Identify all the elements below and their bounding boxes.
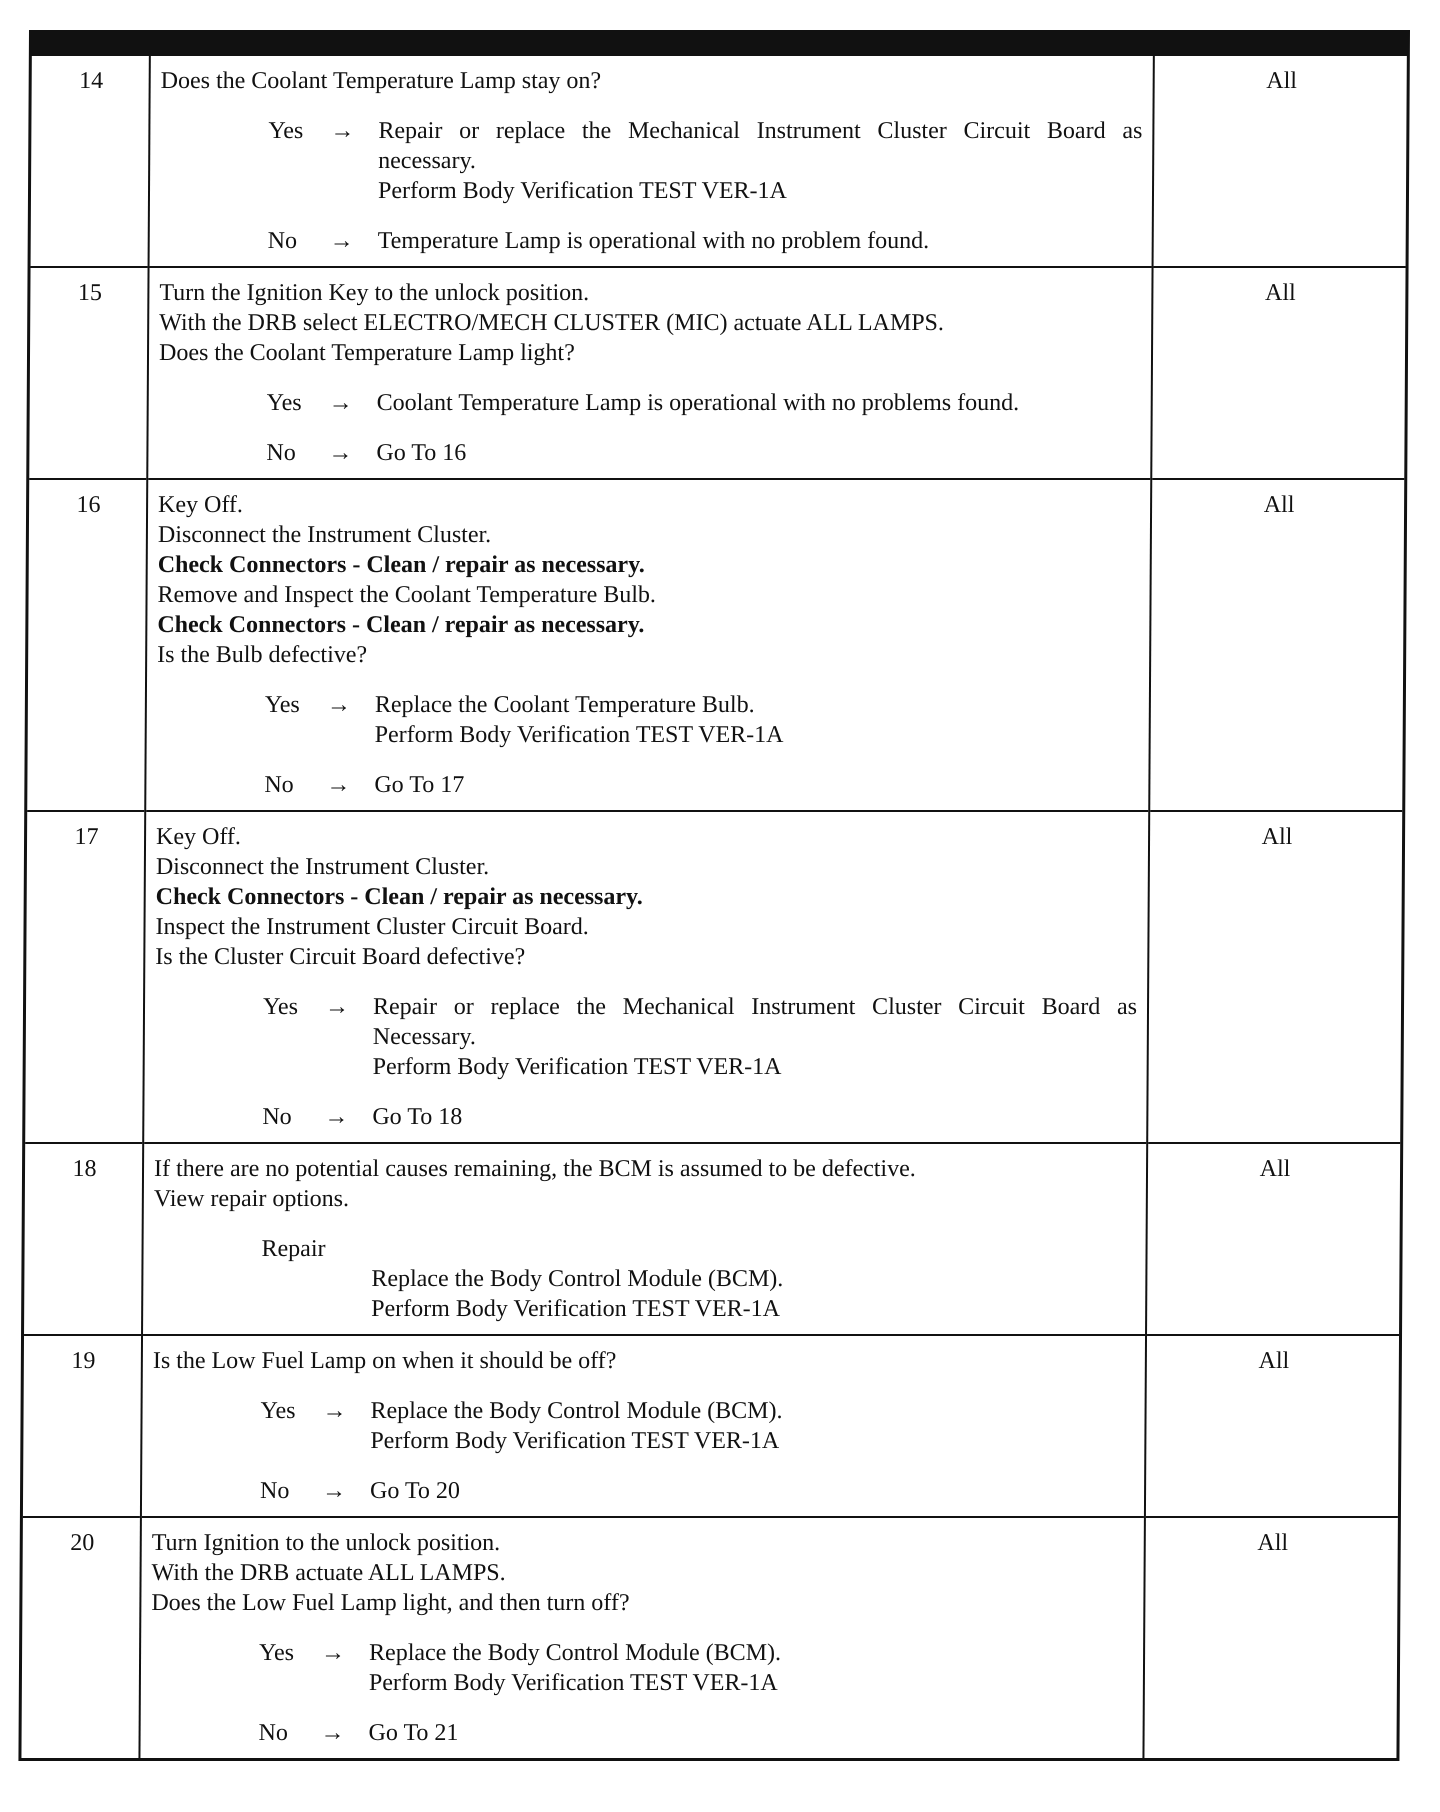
response-label: Yes xyxy=(268,118,304,144)
applicability: All xyxy=(1149,479,1404,811)
response-line: Temperature Lamp is operational with no problem found. xyxy=(377,228,930,254)
response-line: Coolant Temperature Lamp is operational with no problems found. xyxy=(376,390,1020,416)
response-text xyxy=(370,1476,1136,1506)
step-action xyxy=(143,811,1149,1143)
diagnostic-test-table xyxy=(18,30,1410,1761)
response-line: Perform Body Verification TEST VER-1A xyxy=(370,1428,780,1454)
step-number: 16 xyxy=(27,479,147,811)
response-text xyxy=(375,690,1141,750)
no-response xyxy=(154,1102,1138,1132)
response-text xyxy=(370,1396,1136,1456)
step-action xyxy=(149,56,1154,267)
response-text xyxy=(369,1718,1135,1748)
step-action xyxy=(147,267,1152,479)
arrow-right-icon: → xyxy=(328,390,353,416)
yes-response xyxy=(155,992,1140,1082)
arrow-right-icon: → xyxy=(322,1398,347,1424)
instruction-line: Is the Low Fuel Lamp on when it should be off? xyxy=(152,1348,617,1374)
instruction-line: Inspect the Instrument Cluster Circuit Board. xyxy=(155,914,589,940)
no-response xyxy=(160,226,1144,256)
instruction-line: Key Off. xyxy=(158,492,244,518)
steps-body xyxy=(21,56,1406,1758)
instruction-line: Disconnect the Instrument Cluster. xyxy=(155,854,490,880)
step-row xyxy=(31,56,1407,267)
yes-response xyxy=(152,1396,1136,1456)
step-number: 15 xyxy=(29,267,148,479)
instruction-line: Turn Ignition to the unlock position. xyxy=(151,1530,501,1556)
response-line: Perform Body Verification TEST VER-1A xyxy=(368,1670,778,1696)
repair-heading: Repair xyxy=(261,1236,326,1262)
applicability: All xyxy=(1151,267,1405,479)
instruction-line: Disconnect the Instrument Cluster. xyxy=(157,522,492,548)
response-label: No xyxy=(259,1478,290,1504)
response-line: Go To 21 xyxy=(368,1720,459,1746)
response-label: Yes xyxy=(260,1398,296,1424)
yes-response xyxy=(160,116,1145,206)
arrow-right-icon: → xyxy=(321,1478,347,1504)
response-text xyxy=(373,992,1140,1082)
response-line: Perform Body Verification TEST VER-1A xyxy=(372,1054,782,1080)
yes-response xyxy=(151,1638,1135,1698)
no-response xyxy=(158,438,1142,468)
instruction-line: Is the Cluster Circuit Board defective? xyxy=(155,944,526,970)
step-row xyxy=(29,267,1405,479)
response-label: No xyxy=(266,440,296,466)
response-text xyxy=(377,388,1143,418)
applicability: All xyxy=(1146,1143,1400,1335)
arrow-right-icon: → xyxy=(326,772,351,798)
step-number: 19 xyxy=(23,1335,142,1517)
response-label: No xyxy=(267,228,298,254)
applicability: All xyxy=(1147,811,1402,1143)
step-row xyxy=(27,479,1404,811)
instruction-line: View repair options. xyxy=(153,1186,350,1212)
step-row xyxy=(21,1517,1397,1758)
step-action xyxy=(142,1143,1147,1335)
response-label: No xyxy=(264,772,294,798)
repair-line: Perform Body Verification TEST VER-1A xyxy=(371,1296,781,1322)
arrow-right-icon: → xyxy=(324,1104,349,1130)
response-label: Yes xyxy=(266,390,302,416)
repair-line: Replace the Body Control Module (BCM). xyxy=(371,1266,784,1292)
arrow-right-icon: → xyxy=(324,994,350,1020)
response-text xyxy=(376,438,1142,468)
instruction-line: Remove and Inspect the Coolant Temperature Bulb. xyxy=(157,582,657,608)
response-line: Repair or replace the Mechanical Instrument Cluster Circuit Board as necessary. xyxy=(378,118,1143,174)
applicability: All xyxy=(1145,1335,1399,1517)
arrow-right-icon: → xyxy=(321,1640,346,1666)
steps-table xyxy=(21,56,1406,1758)
response-line: Perform Body Verification TEST VER-1A xyxy=(377,178,787,204)
check-connectors-note: Check Connectors - Clean / repair as necessary. xyxy=(157,612,645,638)
arrow-right-icon: → xyxy=(328,440,353,466)
step-number: 18 xyxy=(24,1143,143,1335)
step-number: 14 xyxy=(79,68,104,94)
response-line: Go To 20 xyxy=(369,1478,461,1504)
repair-options xyxy=(153,1264,1137,1324)
arrow-right-icon: → xyxy=(320,1720,345,1746)
instruction-line: If there are no potential causes remaining, the BCM is assumed to be defective. xyxy=(153,1156,916,1182)
response-line: Perform Body Verification TEST VER-1A xyxy=(374,722,784,748)
step-number: 17 xyxy=(25,811,145,1143)
response-line: Replace the Coolant Temperature Bulb. xyxy=(374,692,755,718)
response-line: Replace the Body Control Module (BCM). xyxy=(370,1398,783,1424)
check-connectors-note: Check Connectors - Clean / repair as necessary. xyxy=(155,884,643,910)
step-number: 20 xyxy=(21,1517,140,1758)
step-action xyxy=(139,1517,1144,1758)
instruction-line: Does the Coolant Temperature Lamp stay on? xyxy=(160,68,602,94)
no-response xyxy=(151,1718,1135,1748)
no-response xyxy=(156,770,1140,800)
response-label: Yes xyxy=(264,692,300,718)
response-text xyxy=(372,1102,1138,1132)
arrow-right-icon: → xyxy=(329,228,354,254)
step-row xyxy=(25,811,1402,1143)
response-text xyxy=(378,226,1144,256)
response-text xyxy=(378,116,1145,206)
instruction-line: Key Off. xyxy=(155,824,242,850)
instruction-line: With the DRB actuate ALL LAMPS. xyxy=(151,1560,506,1586)
applicability: All xyxy=(1143,1517,1397,1758)
instruction-line: Turn the Ignition Key to the unlock position. xyxy=(159,280,590,306)
arrow-right-icon: → xyxy=(330,118,355,144)
instruction-line: Does the Low Fuel Lamp light, and then turn off? xyxy=(151,1590,630,1616)
instruction-line: Does the Coolant Temperature Lamp light? xyxy=(158,340,575,366)
response-line: Replace the Body Control Module (BCM). xyxy=(369,1640,782,1666)
response-line: Go To 17 xyxy=(374,772,465,798)
step-row xyxy=(24,1143,1400,1335)
response-label: No xyxy=(258,1720,289,1746)
arrow-right-icon: → xyxy=(326,692,351,718)
step-action xyxy=(141,1335,1146,1517)
no-response xyxy=(152,1476,1136,1506)
check-connectors-note: Check Connectors - Clean / repair as necessary. xyxy=(157,552,645,578)
step-action xyxy=(145,479,1151,811)
instruction-line: Is the Bulb defective? xyxy=(157,642,368,668)
yes-response xyxy=(157,690,1141,750)
step-row xyxy=(23,1335,1399,1517)
instruction-line: With the DRB select ELECTRO/MECH CLUSTER (MIC) actuate ALL LAMPS. xyxy=(159,310,945,336)
yes-response xyxy=(159,388,1143,418)
applicability: All xyxy=(1153,56,1407,267)
response-line: Repair or replace the Mechanical Instrument Cluster Circuit Board as Necessary. xyxy=(372,994,1138,1050)
response-text xyxy=(369,1638,1135,1698)
response-label: Yes xyxy=(259,1640,295,1666)
response-text xyxy=(374,770,1140,800)
response-line: Go To 16 xyxy=(376,440,467,466)
response-label: Yes xyxy=(262,994,299,1020)
response-line: Go To 18 xyxy=(372,1104,463,1130)
response-label: No xyxy=(262,1104,292,1130)
